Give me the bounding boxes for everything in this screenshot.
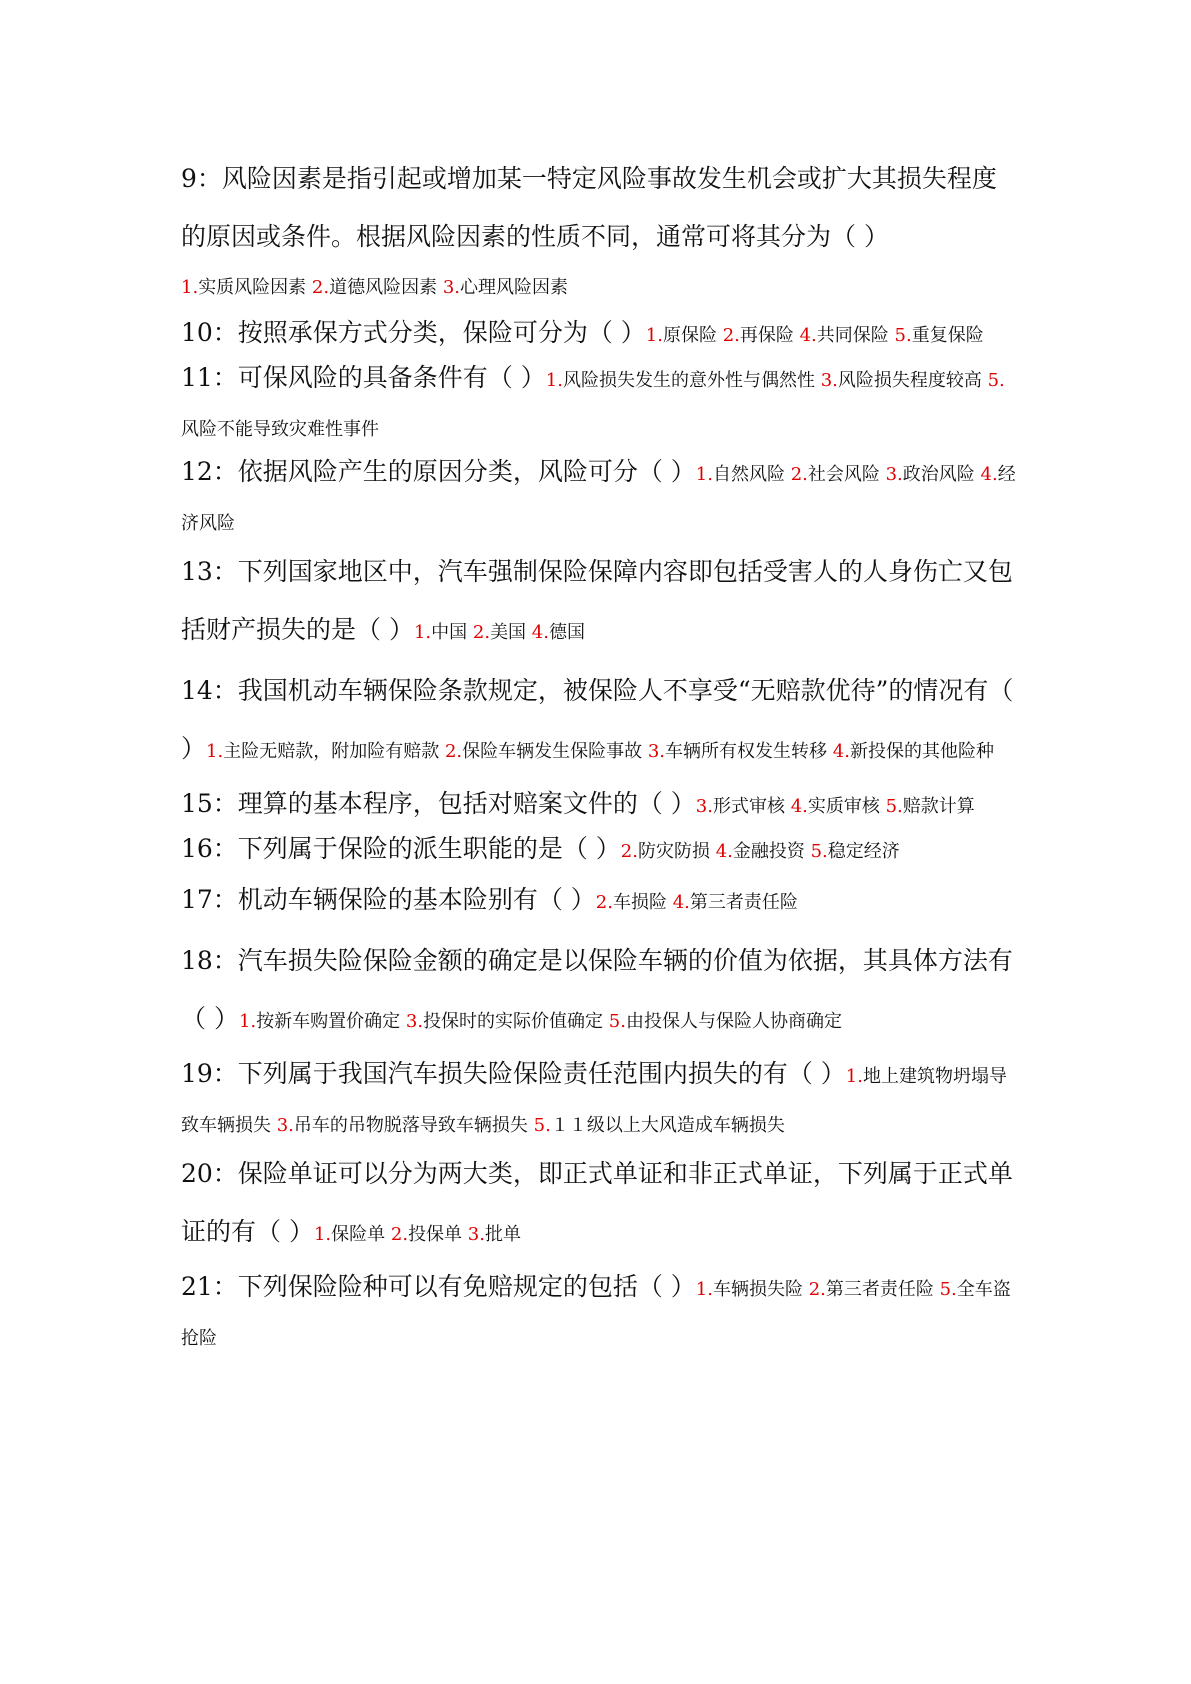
option-number: 4. <box>715 841 733 862</box>
option-text: 第三者责任险 <box>689 892 798 913</box>
option-number: 4. <box>531 622 549 643</box>
option-item <box>809 1279 940 1300</box>
option-item <box>886 796 975 817</box>
question-stem: 21：下列保险险种可以有免赔规定的包括（ ） <box>181 1272 696 1301</box>
question-options <box>646 325 984 346</box>
option-text: 风险损失程度较高 <box>837 370 988 391</box>
option-text: 实质风险因素 <box>198 277 312 298</box>
option-item <box>532 622 585 643</box>
option-item <box>609 1011 842 1032</box>
option-text: 车辆所有权发生转移 <box>665 741 833 762</box>
question-stem: 10：按照承保方式分类，保险可分为（ ） <box>181 318 646 347</box>
option-number: 3. <box>885 464 903 485</box>
option-item <box>696 464 791 485</box>
option-item <box>716 841 811 862</box>
option-item <box>673 892 798 913</box>
option-number: 5. <box>894 325 912 346</box>
option-text: 主险无赔款，附加险有赔款 <box>223 741 445 762</box>
option-number: 3. <box>405 1011 424 1032</box>
option-number: 3. <box>647 741 666 762</box>
option-number: 2. <box>472 622 491 643</box>
question-stem: 18：汽车损失险保险金额的确定是以保险车辆的价值为依据，其具体方法有（ ） <box>181 946 1013 1033</box>
option-text: 经济风险 <box>181 464 1016 534</box>
question-6 <box>181 662 1021 781</box>
option-item <box>468 1224 521 1245</box>
option-text: 防灾防损 <box>637 841 716 862</box>
option-item <box>239 1011 406 1032</box>
option-item <box>443 277 568 298</box>
option-text: 再保险 <box>739 325 800 346</box>
question-stem: 11：可保风险的具备条件有（ ） <box>181 363 546 392</box>
question-options <box>239 1011 842 1032</box>
option-number: 5. <box>810 841 828 862</box>
question-stem: 15：理算的基本程序，包括对赔案文件的（ ） <box>181 789 696 818</box>
question-options <box>414 622 585 643</box>
option-item <box>646 325 723 346</box>
question-3 <box>181 355 1021 453</box>
option-item <box>621 841 716 862</box>
option-text: 第三者责任险 <box>825 1279 940 1300</box>
option-number: 5. <box>987 370 1005 391</box>
option-text: 投保单 <box>408 1224 468 1245</box>
option-item <box>811 841 900 862</box>
option-number: 1. <box>181 277 199 298</box>
question-11 <box>181 1051 1021 1149</box>
question-7 <box>181 781 1021 830</box>
question-list <box>181 150 1021 1358</box>
option-text: 赔款计算 <box>902 796 975 817</box>
question-9 <box>181 871 1021 932</box>
option-number: 4. <box>832 741 850 762</box>
option-item <box>800 325 895 346</box>
question-4 <box>181 449 1021 547</box>
option-number: 2. <box>620 841 638 862</box>
option-number: 1. <box>206 741 224 762</box>
option-text: 德国 <box>548 622 585 643</box>
option-text: 共同保险 <box>816 325 895 346</box>
option-text: 稳定经济 <box>827 841 900 862</box>
question-options <box>314 1224 521 1245</box>
option-text: 美国 <box>490 622 532 643</box>
option-item <box>277 1115 534 1136</box>
option-item <box>596 892 673 913</box>
question-2 <box>181 310 1021 359</box>
option-text: 重复保险 <box>911 325 984 346</box>
option-number: 4. <box>790 796 808 817</box>
option-text: 批单 <box>484 1224 521 1245</box>
option-number: 2. <box>444 741 463 762</box>
question-13 <box>181 1264 1021 1362</box>
option-text: １１级以上大风造成车辆损失 <box>550 1115 785 1136</box>
option-number: 4. <box>980 464 998 485</box>
question-stem: 16：下列属于保险的派生职能的是（ ） <box>181 834 621 863</box>
option-text: 形式审核 <box>712 796 791 817</box>
option-item <box>886 464 981 485</box>
question-stem: 13：下列国家地区中，汽车强制保险保障内容即包括受害人的人身伤亡又包括财产损失的是（ ） <box>181 557 1013 644</box>
question-stem: 9：风险因素是指引起或增加某一特定风险事故发生机会或扩大其损失程度的原因或条件。根据风险因素的性质不同，通常可将其分为（ ） <box>181 164 997 251</box>
option-item <box>391 1224 468 1245</box>
option-item <box>648 741 833 762</box>
option-text: 实质审核 <box>807 796 886 817</box>
option-number: 1. <box>238 1011 257 1032</box>
question-options <box>596 892 798 913</box>
option-text: 金融投资 <box>732 841 811 862</box>
option-item <box>696 796 791 817</box>
option-item <box>473 622 532 643</box>
option-text: 全车盗抢险 <box>181 1279 1011 1349</box>
question-stem: 19：下列属于我国汽车损失险保险责任范围内损失的有（ ） <box>181 1059 846 1088</box>
option-number: 1. <box>645 325 663 346</box>
option-text: 风险不能导致灾难性事件 <box>181 419 379 440</box>
question-stem: 17：机动车辆保险的基本险别有（ ） <box>181 885 596 914</box>
option-number: 3. <box>442 277 461 298</box>
option-item <box>546 370 821 391</box>
option-number: 1. <box>845 1066 863 1087</box>
option-text: 心理风险因素 <box>460 277 569 298</box>
option-text: 保险单 <box>331 1224 391 1245</box>
option-text: 由投保人与保险人协商确定 <box>625 1011 842 1032</box>
option-number: 2. <box>390 1224 409 1245</box>
option-text: 地上建筑物坍塌导致车辆损失 <box>181 1066 1007 1136</box>
option-item <box>791 464 886 485</box>
question-8 <box>181 826 1021 875</box>
question-10 <box>181 932 1021 1051</box>
option-text: 车辆损失险 <box>712 1279 809 1300</box>
option-item <box>414 622 473 643</box>
option-item <box>206 741 445 762</box>
option-item <box>314 1224 391 1245</box>
option-item <box>723 325 800 346</box>
option-number: 4. <box>799 325 817 346</box>
option-number: 1. <box>313 1224 332 1245</box>
option-number: 1. <box>413 622 432 643</box>
option-text: 按新车购置价确定 <box>256 1011 406 1032</box>
question-options <box>696 796 975 817</box>
option-text: 投保时的实际价值确定 <box>423 1011 609 1032</box>
option-text: 道德风险因素 <box>329 277 443 298</box>
question-5 <box>181 543 1021 662</box>
question-options <box>206 741 994 762</box>
option-item <box>312 277 443 298</box>
option-item <box>895 325 984 346</box>
question-stem: 20：保险单证可以分为两大类，即正式单证和非正式单证，下列属于正式单证的有（ ） <box>181 1159 1013 1246</box>
option-number: 5. <box>608 1011 626 1032</box>
option-number: 2. <box>790 464 808 485</box>
option-text: 中国 <box>431 622 473 643</box>
option-number: 3. <box>467 1224 485 1245</box>
option-text: 自然风险 <box>712 464 791 485</box>
option-text: 政治风险 <box>902 464 981 485</box>
option-item <box>791 796 886 817</box>
option-text: 风险损失发生的意外性与偶然性 <box>562 370 821 391</box>
option-number: 2. <box>595 892 613 913</box>
question-options <box>181 266 1021 310</box>
option-number: 2. <box>722 325 740 346</box>
option-item <box>833 741 994 762</box>
option-text: 原保险 <box>662 325 723 346</box>
option-item <box>534 1115 785 1136</box>
question-stem: 12：依据风险产生的原因分类，风险可分（ ） <box>181 457 696 486</box>
option-number: 2. <box>311 277 330 298</box>
option-item <box>696 1279 809 1300</box>
question-options <box>621 841 900 862</box>
option-item <box>181 277 312 298</box>
option-text: 社会风险 <box>807 464 886 485</box>
option-number: 5. <box>533 1115 551 1136</box>
option-text: 新投保的其他险种 <box>849 741 994 762</box>
option-number: 1. <box>695 464 713 485</box>
option-item <box>406 1011 609 1032</box>
option-text: 吊车的吊物脱落导致车辆损失 <box>293 1115 534 1136</box>
option-number: 1. <box>545 370 563 391</box>
option-item <box>445 741 648 762</box>
option-text: 车损险 <box>612 892 673 913</box>
question-stem: 14：我国机动车辆保险条款规定，被保险人不享受“无赔款优待”的情况有（ ） <box>181 676 1014 763</box>
question-1 <box>181 150 1021 266</box>
option-number: 5. <box>885 796 903 817</box>
option-number: 3. <box>276 1115 294 1136</box>
option-item <box>821 370 988 391</box>
option-number: 4. <box>672 892 690 913</box>
question-12 <box>181 1145 1021 1264</box>
option-number: 3. <box>820 370 838 391</box>
option-number: 5. <box>939 1279 957 1300</box>
option-number: 1. <box>695 1279 713 1300</box>
option-text: 保险车辆发生保险事故 <box>462 741 648 762</box>
option-number: 3. <box>695 796 713 817</box>
option-number: 2. <box>808 1279 826 1300</box>
